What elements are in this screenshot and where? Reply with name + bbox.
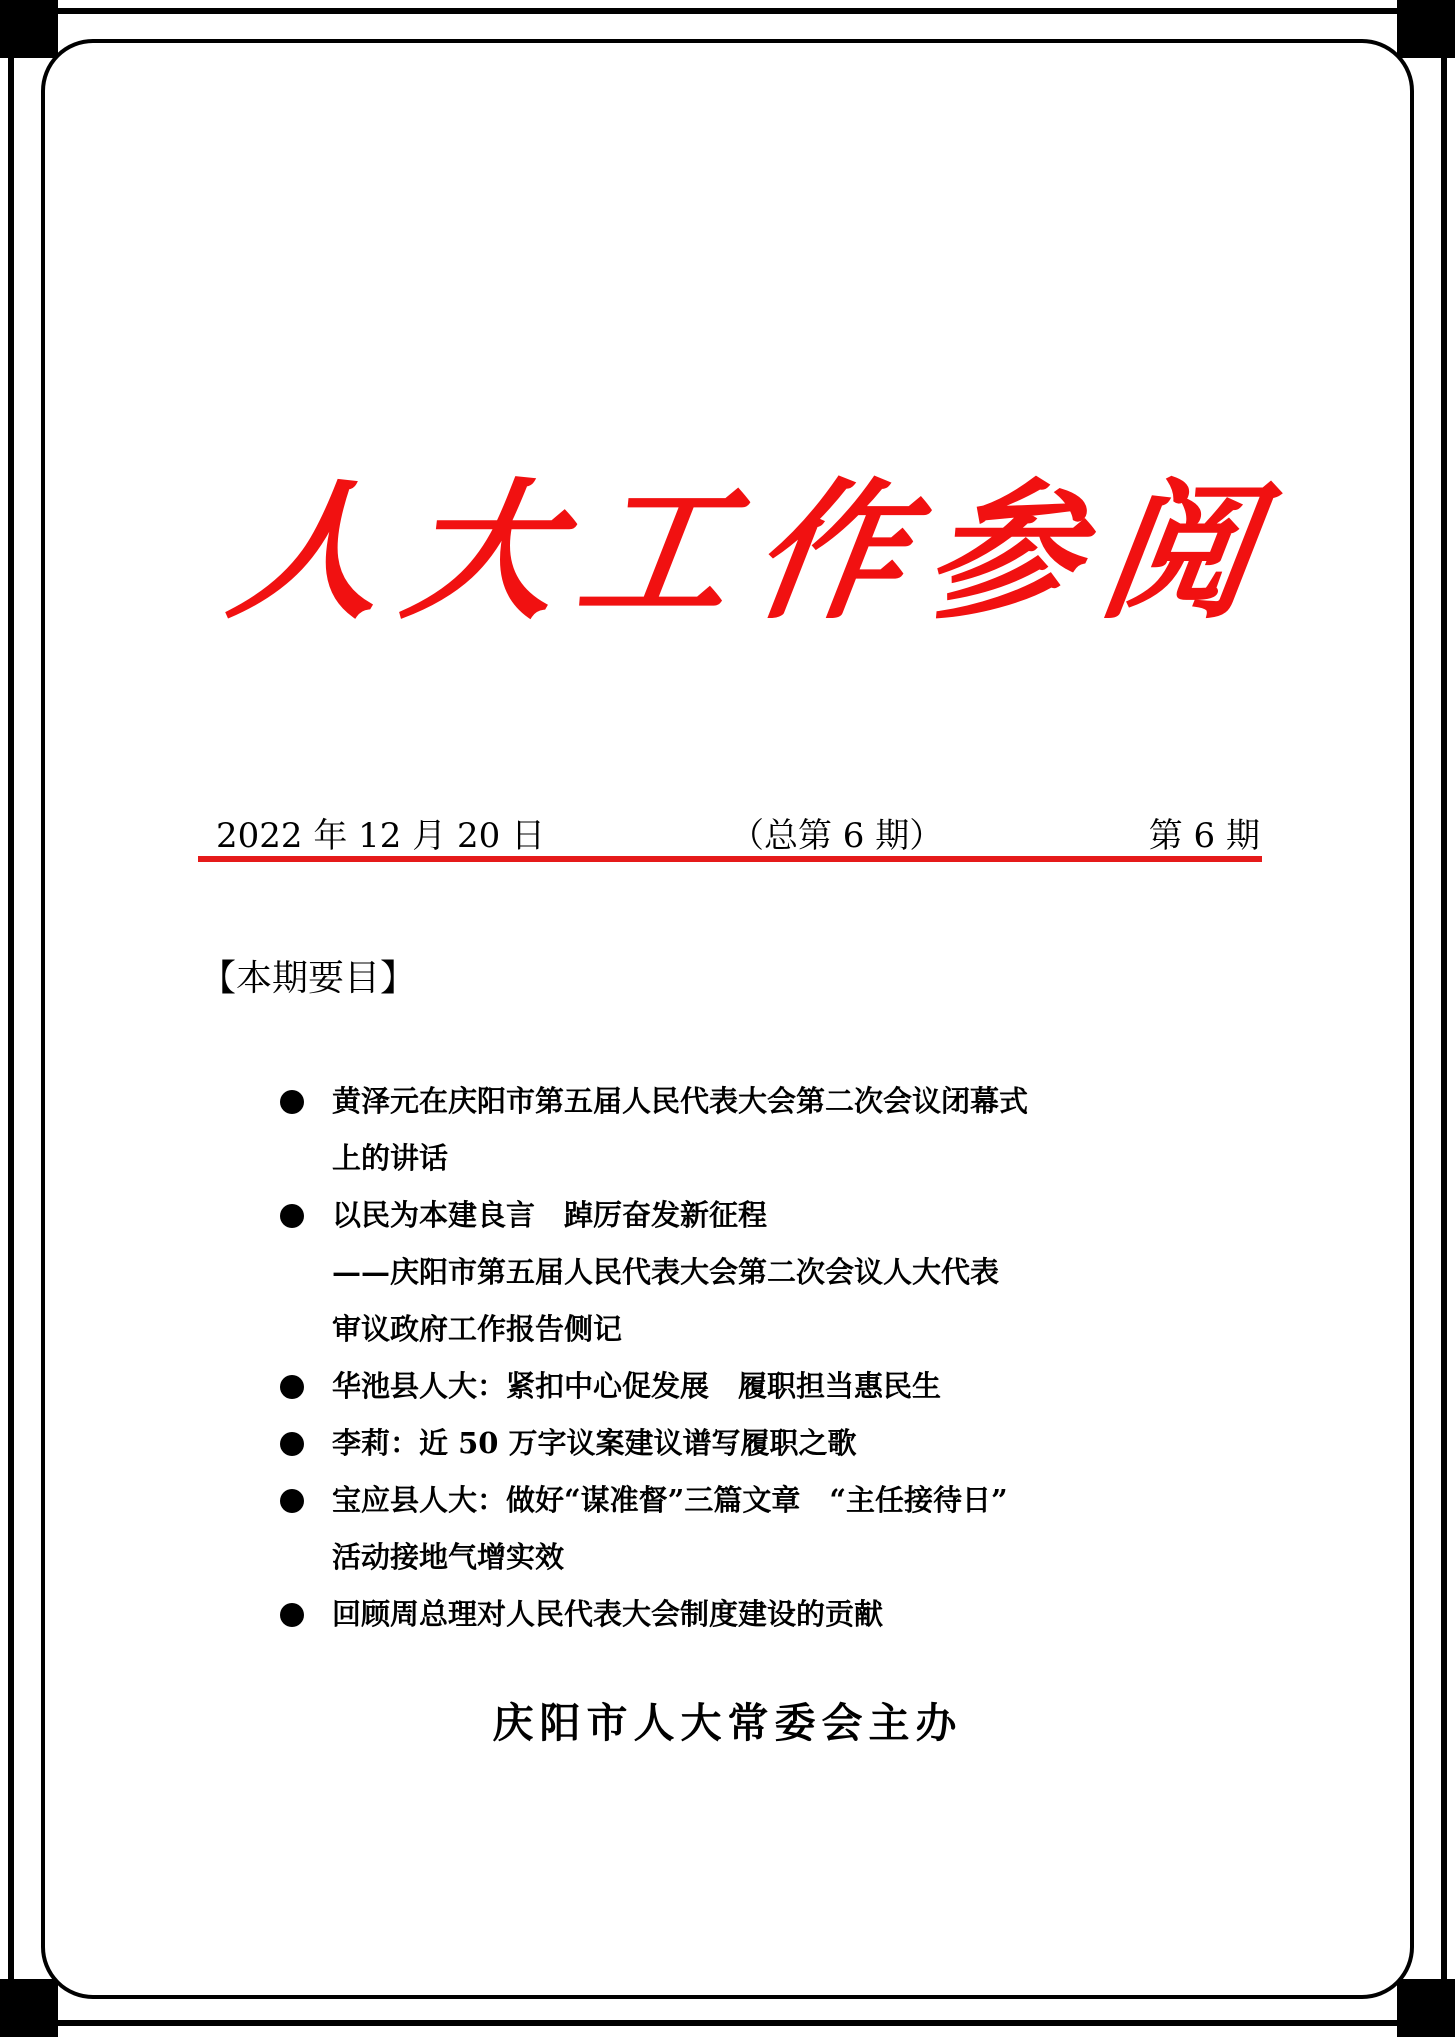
item-line: 李莉：近 50 万字议案建议谱写履职之歌 [332, 1426, 857, 1460]
list-item [280, 1187, 1260, 1358]
frame-corner-bottom-left [0, 1979, 58, 2037]
magazine-title [220, 462, 1266, 642]
item-line: 活动接地气增实效 [332, 1540, 565, 1574]
list-item [280, 1586, 1260, 1643]
contents-heading: 【本期要目】 [200, 958, 417, 999]
title-char: 作 [742, 464, 918, 640]
sponsor-line: 庆阳市人大常委会主办 [492, 1699, 963, 1747]
list-item [280, 1472, 1260, 1586]
item-line: 审议政府工作报告侧记 [332, 1312, 623, 1346]
item-line: 黄泽元在庆阳市第五届人民代表大会第二次会议闭幕式 [332, 1084, 1029, 1118]
bullet-icon [280, 1432, 304, 1456]
title-char: 参 [916, 464, 1092, 640]
bullet-icon [280, 1375, 304, 1399]
item-line: 以民为本建良言 踔厉奋发新征程 [332, 1198, 768, 1232]
item-line: ——庆阳市第五届人民代表大会第二次会议人大代表 [332, 1255, 1000, 1289]
bullet-icon [280, 1090, 304, 1114]
item-line: 回顾周总理对人民代表大会制度建设的贡献 [332, 1597, 884, 1631]
title-char: 工 [568, 464, 744, 640]
bullet-icon [280, 1489, 304, 1513]
issue-info-row [216, 808, 1260, 858]
issue-total-number: （总第 6 期） [730, 816, 944, 856]
bullet-icon [280, 1603, 304, 1627]
title-char: 人 [220, 464, 396, 640]
issue-number: 第 6 期 [1148, 816, 1260, 856]
list-item [280, 1415, 1260, 1472]
frame-bottom-bar [0, 2020, 1455, 2026]
red-divider-rule [198, 856, 1262, 862]
frame-top-bar [0, 8, 1455, 14]
item-line: 华池县人大：紧扣中心促发展 履职担当惠民生 [332, 1369, 942, 1403]
list-item [280, 1073, 1260, 1187]
item-line: 宝应县人大：做好“谋准督”三篇文章 “主任接待日” [332, 1483, 1008, 1517]
title-char: 大 [394, 464, 570, 640]
item-line: 上的讲话 [332, 1141, 449, 1175]
title-char: 阅 [1090, 464, 1266, 640]
bullet-icon [280, 1204, 304, 1228]
frame-corner-bottom-right [1397, 1979, 1455, 2037]
list-item [280, 1358, 1260, 1415]
issue-date: 2022 年 12 月 20 日 [216, 816, 546, 856]
contents-list [280, 1073, 1260, 1643]
